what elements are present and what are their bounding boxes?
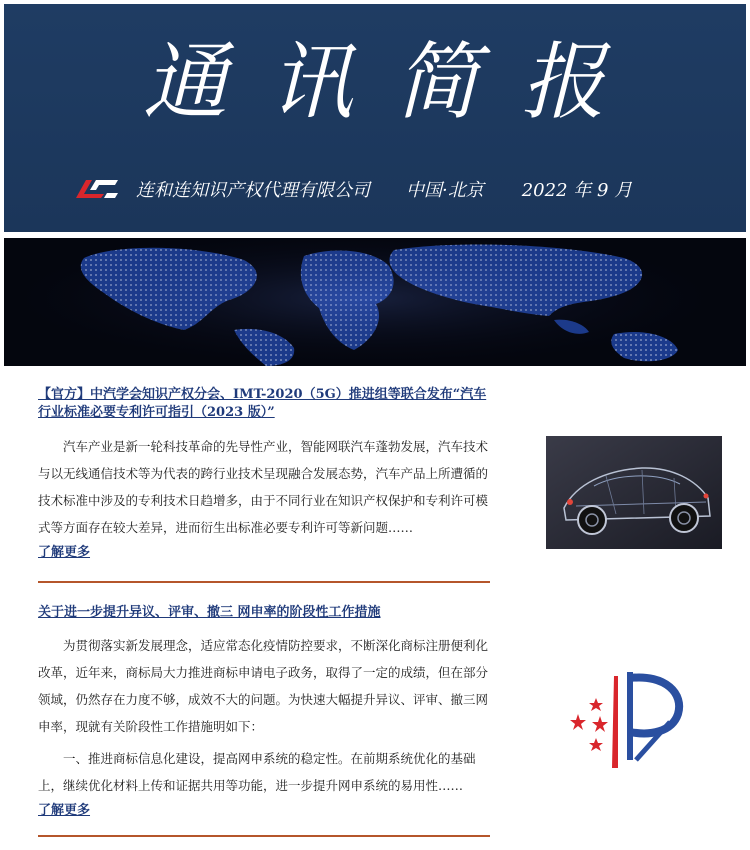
masthead-info-line xyxy=(74,176,632,202)
connected-car-image xyxy=(546,436,722,549)
article-1-title[interactable]: 【官方】中汽学会知识产权分会、IMT-2020（5G）推进组等联合发布“汽车行业标准必要专利许可指引（2023 版）” xyxy=(38,387,487,420)
article-2-body-1: 为贯彻落实新发展理念，适应常态化疫情防控要求，不断深化商标注册便利化改革，近年来，商标局大力推进商标申请电子政务，取得了一定的成绩，但在部分领域，仍然存在力度不够，成效不大的问题。为快速大幅提升异议、评审、撤三网申率，现就有关阶段性工作措施明如下： xyxy=(38,638,489,734)
article-1 xyxy=(38,386,490,560)
location: 中国·北京 xyxy=(406,180,484,201)
article-2-body-2: 一、推进商标信息化建设，提高网申系统的稳定性。在前期系统优化的基础上，继续优化材料上传和证据共用等功能，进一步提升网申系统的易用性…… xyxy=(38,751,476,793)
article-1-body: 汽车产业是新一轮科技革命的先导性产业，智能网联汽车蓬勃发展，汽车技术与以无线通信技术等为代表的跨行业技术呈现融合发展态势，汽车产品上所遭循的技术标准中涉及的专利技术日趋增多，由于不同行业在知识产权保护和专利许可模式等方面存在较大差异，进而衍生出标准必要专利许可等新问题…… xyxy=(38,439,489,535)
company-name: 连和连知识产权代理有限公司 xyxy=(136,180,370,201)
article-2-more-link[interactable]: 了解更多 xyxy=(38,803,91,818)
section-divider-2 xyxy=(38,835,490,837)
article-2-title[interactable]: 关于进一步提升异议、评审、撤三 网申率的阶段性工作措施 xyxy=(38,605,381,620)
article-1-more-link[interactable]: 了解更多 xyxy=(38,545,91,560)
newsletter-title: 通讯简报 xyxy=(142,33,647,131)
masthead xyxy=(4,4,746,232)
company-logo-icon xyxy=(74,178,120,200)
world-map-banner-image xyxy=(4,238,746,366)
issue-date: 2022 年 9 月 xyxy=(521,180,633,201)
section-divider xyxy=(38,581,490,583)
cnipa-logo-icon xyxy=(566,656,690,776)
article-2 xyxy=(38,604,490,818)
